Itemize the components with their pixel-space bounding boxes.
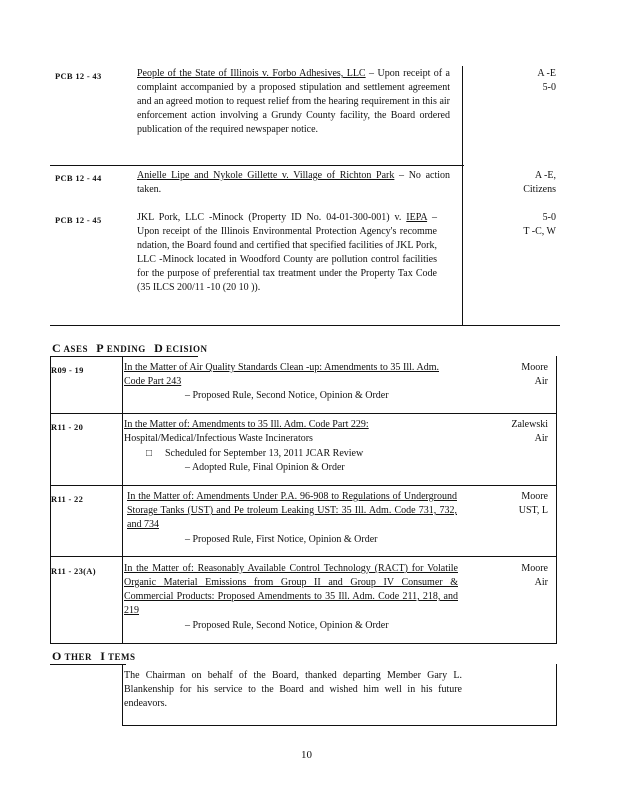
top-table-bottom-rule bbox=[50, 325, 560, 326]
case-lead: JKL Pork, LLC -Minock (Property ID No. 04-01-300-001) v. bbox=[137, 212, 407, 223]
section-heading-cases-pending: C ASES P ENDING D ECISION bbox=[52, 341, 208, 355]
vote-line: A -E bbox=[537, 68, 556, 79]
case-number: R11 - 20 bbox=[51, 422, 84, 432]
case-scheduled: Scheduled for September 13, 2011 JCAR Review bbox=[165, 448, 364, 459]
other-items-text: The Chairman on behalf of the Board, thanked departing Member Gary L. Blankenship for his service to the Board and wished him well in his future endeavors. bbox=[124, 670, 462, 709]
other-left-border bbox=[122, 664, 123, 725]
case-title: In the Matter of: Reasonably Available Control Technology (RACT) for Volatile Organic Material Emissions from Group II and Group IV Consumer & Commercial Products: Proposed Amendments to 35 Ill. Adm. Code 211, 218, and 219 bbox=[124, 563, 458, 616]
vote-line: 5-0 bbox=[542, 212, 556, 223]
member-name: Zalewski bbox=[511, 419, 548, 430]
section-heading-other-items: O THER I TEMS bbox=[52, 649, 136, 663]
vote-line: A -E, bbox=[534, 170, 556, 181]
top-table-divider bbox=[462, 66, 463, 325]
case-title: In the Matter of: Amendments to 35 Ill. Adm. Code Part 229: bbox=[124, 419, 369, 430]
page-number: 10 bbox=[301, 749, 312, 761]
case-member bbox=[490, 490, 548, 518]
case-vote bbox=[500, 67, 556, 95]
case-number: R09 - 19 bbox=[51, 365, 84, 375]
pending-divider bbox=[122, 356, 123, 644]
top-row1-rule bbox=[50, 165, 464, 166]
case-action: – Proposed Rule, Second Notice, Opinion & Order bbox=[185, 620, 389, 631]
vote-line: Citizens bbox=[523, 184, 556, 195]
case-vote bbox=[500, 211, 556, 239]
vote-line: 5-0 bbox=[542, 82, 556, 93]
member-name: Moore bbox=[521, 563, 548, 574]
other-heading-rule bbox=[50, 664, 126, 665]
checkbox-icon: □ bbox=[146, 448, 153, 459]
pending-row-rule bbox=[50, 556, 557, 557]
case-title: IEPA bbox=[406, 212, 428, 223]
case-number: PCB 12 - 43 bbox=[55, 71, 102, 81]
case-number: R11 - 22 bbox=[51, 494, 84, 504]
case-vote bbox=[500, 169, 556, 197]
case-description bbox=[137, 211, 437, 295]
case-body: – Upon receipt of a complaint accompanied by a proposed stipulation and settlement agreement and an agreed motion to request relief from the hearing requirement in this air enforcement action involving a Grundy County facility, the Board ordered publication of the required newspaper notice. bbox=[137, 68, 450, 135]
other-right-border bbox=[556, 664, 557, 725]
case-member bbox=[490, 562, 548, 590]
case-title: In the Matter of Air Quality Standards Clean -up: Amendments to 35 Ill. Adm. Code Part 243 bbox=[124, 362, 439, 387]
case-description bbox=[137, 67, 450, 137]
program-area: Air bbox=[534, 433, 548, 444]
case-subtitle: Hospital/Medical/Infectious Waste Incinerators bbox=[124, 433, 313, 444]
case-member bbox=[490, 418, 548, 446]
case-description bbox=[137, 169, 450, 197]
member-name: Moore bbox=[521, 362, 548, 373]
vote-line: T -C, W bbox=[523, 226, 556, 237]
pending-right-border bbox=[556, 356, 557, 644]
case-action: – Proposed Rule, First Notice, Opinion & Order bbox=[185, 534, 378, 545]
pending-row-rule bbox=[50, 413, 557, 414]
pending-heading-rule bbox=[50, 356, 198, 357]
case-member bbox=[490, 361, 548, 389]
member-name: Moore bbox=[521, 491, 548, 502]
case-number: PCB 12 - 45 bbox=[55, 215, 102, 225]
pending-row-rule bbox=[50, 485, 557, 486]
program-area: UST, L bbox=[518, 505, 548, 516]
other-bottom-rule bbox=[122, 725, 557, 726]
case-number: R11 - 23(A) bbox=[51, 566, 96, 576]
case-number: PCB 12 - 44 bbox=[55, 173, 102, 183]
case-action: – Adopted Rule, Final Opinion & Order bbox=[185, 462, 345, 473]
case-title: In the Matter of: Amendments Under P.A. 96-908 to Regulations of Underground Storage Tanks (UST) and Pe troleum Leaking UST: 35 Ill. Adm. Code 731, 732, and 734 bbox=[127, 491, 457, 530]
case-body: – Upon receipt of the Illinois Environmental Protection Agency's recomme ndation, the Board found and certified that specified facilities of JKL Pork, LLC -Minock located in Woodford County are pollution control facilities for the purpose of preferential tax treatment under the Property Tax Code (35 ILCS 200/11 -10 (20 10 )). bbox=[137, 212, 438, 293]
case-action: – Proposed Rule, Second Notice, Opinion & Order bbox=[185, 390, 389, 401]
case-title: People of the State of Illinois v. Forbo Adhesives, LLC bbox=[137, 68, 366, 79]
case-body: – No action taken. bbox=[137, 170, 450, 195]
program-area: Air bbox=[534, 376, 548, 387]
program-area: Air bbox=[534, 577, 548, 588]
case-title: Anielle Lipe and Nykole Gillette v. Village of Richton Park bbox=[137, 170, 395, 181]
pending-table-bottom-rule bbox=[50, 643, 557, 644]
